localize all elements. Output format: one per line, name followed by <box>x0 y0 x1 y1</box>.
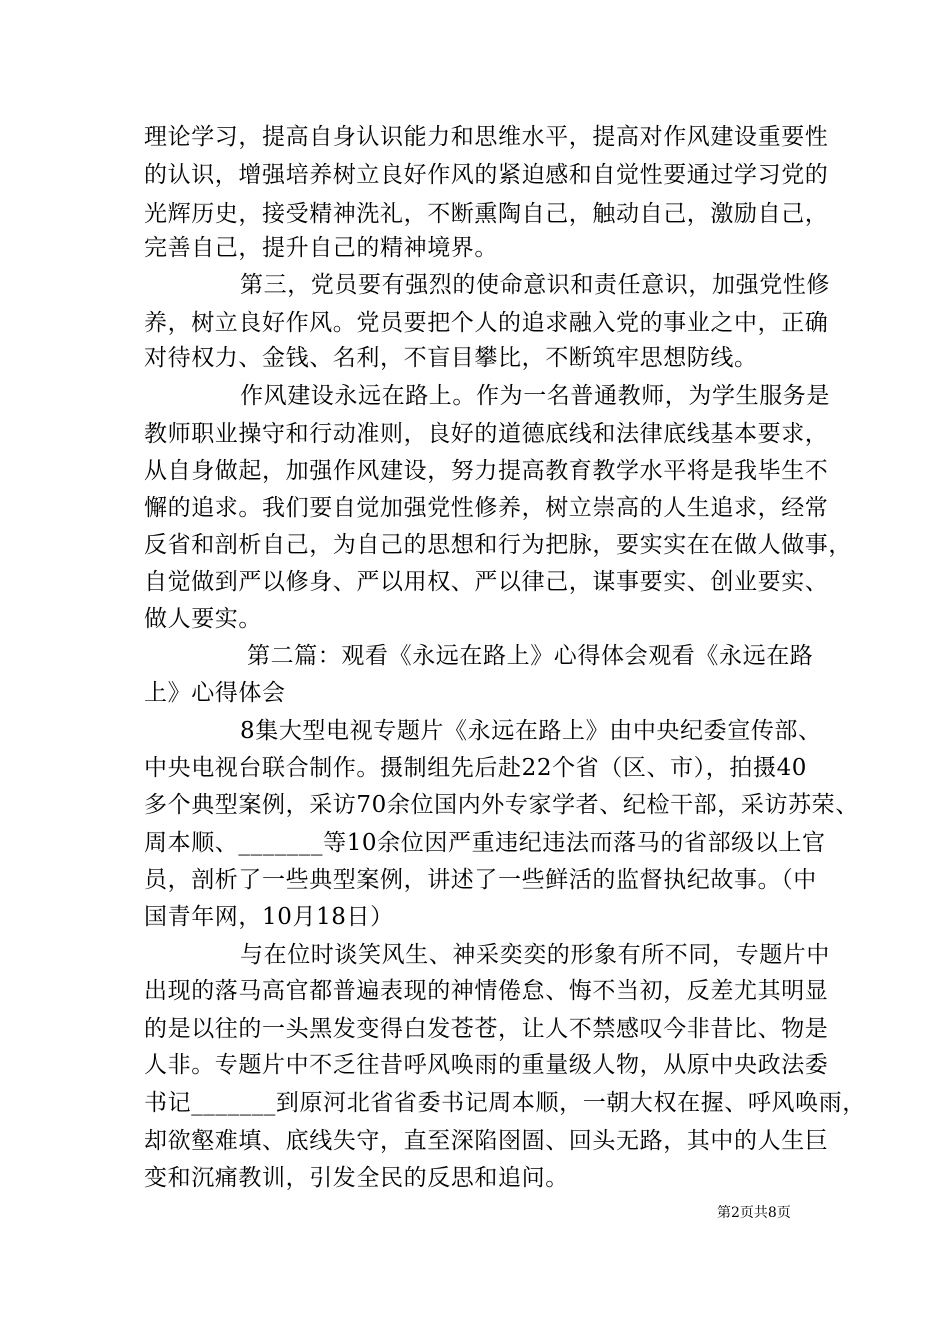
paragraph-start-line: 第三，党员要有强烈的使命意识和责任意识，加强党性修 <box>240 272 830 298</box>
text-line: 自觉做到严以修身、严以用权、严以律己，谋事要实、创业要实、 <box>144 569 829 595</box>
section-heading: 第二篇：观看《永远在路上》心得体会观看《永远在路 <box>247 643 814 669</box>
text-line: 变和沉痛教训，引发全民的反思和追问。 <box>144 1165 569 1191</box>
text-line: 懈的追求。我们要自觉加强党性修养，树立崇高的人生追求，经常 <box>144 495 829 521</box>
text-line: 做人要实。 <box>144 606 262 632</box>
section-heading-continued: 上》心得体会 <box>144 680 286 706</box>
paragraph-start-line: 与在位时谈笑风生、神采奕奕的形象有所不同，专题片中 <box>240 942 830 968</box>
text-line: 周本顺、_______等10余位因严重违纪违法而落马的省部级以上官 <box>144 830 826 856</box>
text-line: 完善自己，提升自己的精神境界。 <box>144 235 498 261</box>
text-line: 多个典型案例，采访70余位国内外专家学者、纪检干部，采访苏荣、 <box>144 792 859 818</box>
text-line: 国青年网，10月18日） <box>144 904 394 930</box>
text-line: 出现的落马高官都普遍表现的神情倦怠、悔不当初，反差尤其明显 <box>144 978 829 1004</box>
text-line: 却欲壑难填、底线失守，直至深陷囹圄、回头无路，其中的人生巨 <box>144 1128 829 1154</box>
text-line: 的是以往的一头黑发变得白发苍苍，让人不禁感叹今非昔比、物是 <box>144 1016 829 1042</box>
text-line: 教师职业操守和行动准则，良好的道德底线和法律底线基本要求， <box>144 421 829 447</box>
text-line: 书记_______到原河北省省委书记周本顺，一朝大权在握、呼风唤雨， <box>144 1090 866 1116</box>
text-line: 对待权力、金钱、名利，不盲目攀比，不断筑牢思想防线。 <box>144 345 758 371</box>
paragraph-start-line: 8集大型电视专题片《永远在路上》由中央纪委宣传部、 <box>240 718 822 744</box>
text-line: 理论学习，提高自身认识能力和思维水平，提高对作风建设重要性 <box>144 124 829 150</box>
text-line: 的认识，增强培养树立良好作风的紧迫感和自觉性要通过学习党的 <box>144 162 829 188</box>
text-line: 光辉历史，接受精神洗礼，不断熏陶自己，触动自己，激励自己， <box>144 201 829 227</box>
text-line: 反省和剖析自己，为自己的思想和行为把脉，要实实在在做人做事， <box>144 532 852 558</box>
text-line: 人非。专题片中不乏往昔呼风唤雨的重量级人物，从原中央政法委 <box>144 1052 829 1078</box>
text-line: 中央电视台联合制作。摄制组先后赴22个省（区、市），拍摄40 <box>144 755 808 781</box>
text-line: 从自身做起，加强作风建设，努力提高教育教学水平将是我毕生不 <box>144 458 829 484</box>
text-line: 员，剖析了一些典型案例，讲述了一些鲜活的监督执纪故事。（中 <box>144 867 817 893</box>
paragraph-start-line: 作风建设永远在路上。作为一名普通教师，为学生服务是 <box>240 383 830 409</box>
page-number: 第2页共8页 <box>717 1205 791 1221</box>
text-line: 养，树立良好作风。党员要把个人的追求融入党的事业之中，正确 <box>144 310 829 336</box>
